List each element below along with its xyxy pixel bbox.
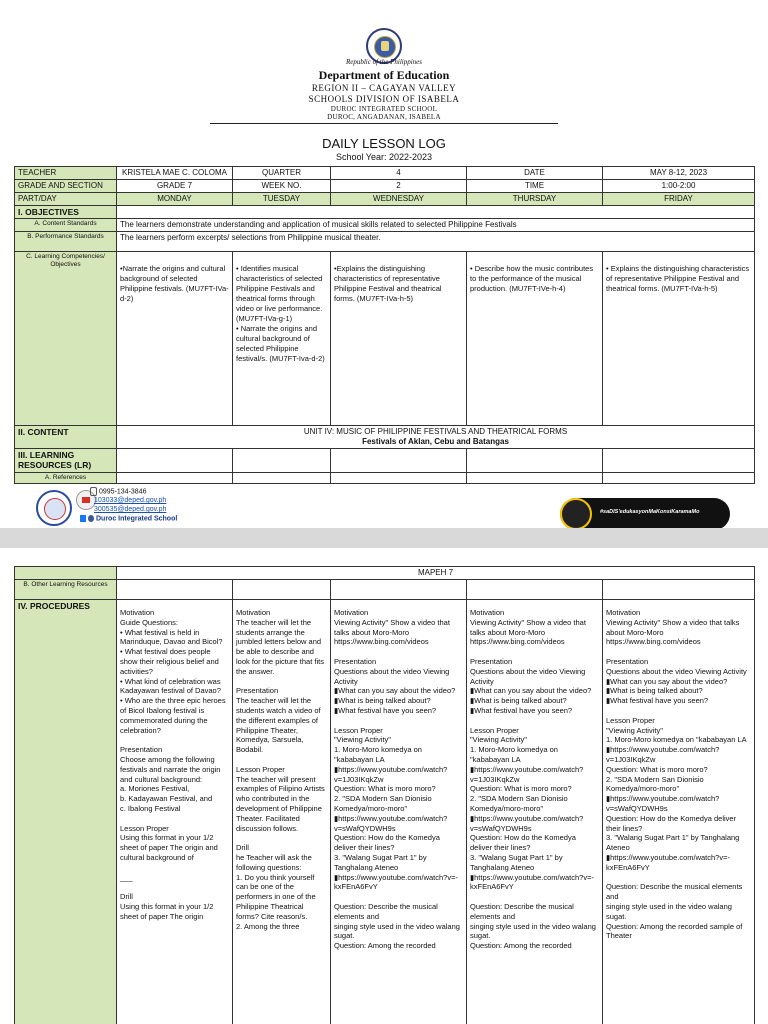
unit-title: UNIT IV: MUSIC OF PHILIPPINE FESTIVALS AND THEATRICAL FORMS [303, 427, 568, 436]
email-line [82, 497, 166, 504]
olr-wed [331, 580, 467, 600]
procedure-thursday: Motivation Viewing Activity" Show a video that talks about Moro-Moro https://www.bing.com/videos Presentation Questions about the video Viewing Activity ▮What can you say about the video? ▮What is being talked about? ▮What festival have you seen? Lesson Proper "Viewing Activity" 1. Moro-Moro komedya on "kababayan LA ▮https://www.youtube.com/watch?v=1J03IKqkZw Question: What is moro moro? 2. "SDA Modern San Dionisio Komedya/moro-moro" ▮https://www.youtube.com/watch?v=sWafQYDWH9s Question: How do the Komedya deliver their lines? 3. "Walang Sugat Part 1" by Tanghalang Ateneo ▮https://www.youtube.com/watch?v=-kxFEnA6FvY Question: Describe the musical elements and singing style used in the video walang sugat. Question: Among the recorded [467, 600, 603, 1024]
competencies-label: C. Learning Competencies/ Objectives [15, 252, 117, 426]
content-standards: The learners demonstrate understanding and application of musical skills related to selected Philippine Festivals [117, 219, 755, 232]
objectives-label: I. OBJECTIVES [15, 206, 117, 219]
procedures-table [14, 566, 755, 1024]
learning-resources-label: III. LEARNING RESOURCES (LR) [15, 449, 117, 473]
facebook-page: Duroc Integrated School [96, 515, 178, 523]
email-1[interactable]: 103033@deped.gov.ph [93, 497, 167, 504]
olr-thu [467, 580, 603, 600]
competency-tuesday: • Identifies musical characteristics of selected Philippine Festivals and theatrical forms through video or live performance. (MU7FT-IVa-g-1) • Narrate the origins and cultural background of selected Philippine festival/s. (MU7FT-Iva-d-2) [233, 252, 331, 426]
school-line: DUROC INTEGRATED SCHOOL [330, 105, 438, 113]
procedure-monday: Motivation Guide Questions: • What festival is held in Marinduque, Davao and Bicol? • What festival does people show their religious belief and activities? • What kind of celebration was Kadayawan festival of Davao? • Who are the three epic heroes of Bicol Ibalong festival is commemorated during the celebration? Presentation Choose among the following festivals and narrate the origin and cultural background: a. Moriones Festival, b. Kadayawan Festival, and c. Ibalong Festival Lesson Proper Using this format in your 1/2 sheet of paper The origin and cultural background of ___ Drill Using this format in your 1/2 sheet of paper The origin [117, 600, 233, 1024]
subject-label-blank [15, 567, 117, 580]
phone-number: 0995-134-3846 [99, 488, 147, 496]
day-wednesday: WEDNESDAY [331, 193, 467, 206]
facebook-line [80, 515, 177, 522]
facebook-icon [80, 515, 86, 522]
subject-title: MAPEH 7 [117, 567, 755, 580]
week-label: WEEK NO. [233, 180, 331, 193]
messenger-icon [88, 515, 94, 522]
festivals-subtitle: Festivals of Aklan, Cebu and Batangas [362, 437, 509, 446]
performance-standards: The learners perform excerpts/ selections from Philippine musical theater. [117, 232, 755, 252]
region-line: REGION II – CAGAYAN VALLEY [311, 83, 457, 93]
day-monday: MONDAY [117, 193, 233, 206]
quarter-label: QUARTER [233, 167, 331, 180]
competency-friday: • Explains the distinguishing characteristics of representative Philippine Festival and theatrical forms. (MU7FT-IVa-h-5) [603, 252, 755, 426]
grade-value: GRADE 7 [117, 180, 233, 193]
procedure-tuesday: Motivation The teacher will let the students arrange the jumbled letters below and be able to describe and look for the picture that fits the answer. Presentation The teacher will let the students watch a video of the different examples of Philippine Theater, Komedya, Sarsuela, Bodabil. Lesson Proper The teacher will present examples of Filipino Artists who contributed in the development of Philippine Theater. Facilitated discussion follows. Drill he Teacher will ask the following questions: 1. Do you think yourself can be one of the performers in one of the Philippine Theatrical forms? Cite reason/s. 2. Among the three [233, 600, 331, 1024]
time-label: TIME [467, 180, 603, 193]
lr-wed [331, 449, 467, 473]
lr-mon [117, 449, 233, 473]
competency-wednesday: •Explains the distinguishing characteristics of representative Philippine Festival and theatrical forms. (MU7FT-IVa-h-5) [331, 252, 467, 426]
lr-thu [467, 449, 603, 473]
references-label: A. References [15, 473, 117, 484]
email-2[interactable]: 300535@deped.gov.ph [94, 506, 167, 513]
partday-label: PART/DAY [15, 193, 117, 206]
week-value: 2 [331, 180, 467, 193]
olr-fri [603, 580, 755, 600]
school-year: School Year: 2022-2023 [335, 152, 433, 162]
page-2 [0, 548, 768, 1024]
ref-wed [331, 473, 467, 484]
objectives-blank [117, 206, 755, 219]
day-thursday: THURSDAY [467, 193, 603, 206]
document-title: DAILY LESSON LOG [322, 136, 446, 151]
procedure-wednesday: Motivation Viewing Activity" Show a video that talks about Moro-Moro https://www.bing.com/videos Presentation Questions about the video Viewing Activity ▮What can you say about the video? ▮What is being talked about? ▮What festival have you seen? Lesson Proper "Viewing Activity" 1. Moro-Moro komedya on "kababayan LA ▮https://www.youtube.com/watch?v=1J03IKqkZw Question: What is moro moro? 2. "SDA Modern San Dionisio Komedya/moro-moro" ▮https://www.youtube.com/watch?v=sWafQYDWH9s Question: How do the Komedya deliver their lines? 3. "Walang Sugat Part 1" by Tanghalang Ateneo ▮https://www.youtube.com/watch?v=-kxFEnA6FvY Question: Describe the musical elements and singing style used in the video walang sugat. Question: Among the recorded [331, 600, 467, 1024]
grade-label: GRADE AND SECTION [15, 180, 117, 193]
teacher-label: TEACHER [15, 167, 117, 180]
phone-line [90, 487, 147, 496]
teacher-value: KRISTELA MAE C. COLOMA [117, 167, 233, 180]
date-value: MAY 8-12, 2023 [603, 167, 755, 180]
day-friday: FRIDAY [603, 193, 755, 206]
content-standards-label: A. Content Standards [15, 219, 117, 232]
hashtag-banner [560, 498, 730, 528]
school-logo-icon [36, 490, 72, 526]
competency-monday: •Narrate the origins and cultural background of selected Philippine festivals. (MU7FT-IVa-d-2) [117, 252, 233, 426]
hashtag-text: #saDIS'edukasyonMaKonsiKaramaMo [600, 509, 700, 515]
lesson-log-table [14, 166, 755, 484]
day-tuesday: TUESDAY [233, 193, 331, 206]
olr-mon [117, 580, 233, 600]
competency-thursday: • Describe how the music contributes to the performance of the musical production. (MU7FT-IVe-h-4) [467, 252, 603, 426]
content-cell [117, 426, 755, 449]
ref-mon [117, 473, 233, 484]
date-label: DATE [467, 167, 603, 180]
phone-icon [90, 487, 97, 496]
division-line: SCHOOLS DIVISION OF ISABELA [308, 94, 460, 104]
content-label: II. CONTENT [15, 426, 117, 449]
ref-tue [233, 473, 331, 484]
quarter-value: 4 [331, 167, 467, 180]
performance-standards-label: B. Performance Standards [15, 232, 117, 252]
header-divider [210, 123, 558, 124]
badge-icon [560, 498, 592, 528]
time-value: 1:00-2:00 [603, 180, 755, 193]
email-line-2 [94, 506, 166, 513]
other-resources-label: B. Other Learning Resources [15, 580, 117, 600]
olr-tue [233, 580, 331, 600]
ref-fri [603, 473, 755, 484]
department-name: Department of Education [318, 68, 450, 82]
ref-thu [467, 473, 603, 484]
gmail-icon [82, 497, 90, 503]
address-line: DUROC, ANGADANAN, ISABELA [327, 113, 441, 121]
procedure-friday: Motivation Viewing Activity" Show a video that talks about Moro-Moro https://www.bing.com/videos Presentation Questions about the video Viewing Activity ▮What can you say about the video? ▮What is being talked about? ▮What festival have you seen? Lesson Proper "Viewing Activity" 1. Moro-Moro komedya on "kababayan LA ▮https://www.youtube.com/watch?v=1J03IKqkZw Question: What is moro moro? 2. "SDA Modern San Dionisio Komedya/moro-moro" ▮https://www.youtube.com/watch?v=sWafQYDWH9s Question: How do the Komedya deliver their lines? 3. "Walang Sugat Part 1" by Tanghalang Ateneo ▮https://www.youtube.com/watch?v=-kxFEnA6FvY Question: Describe the musical elements and singing style used in the video walang sugat. Question: Among the recorded sample of Theater [603, 600, 755, 1024]
lr-fri [603, 449, 755, 473]
procedures-label: IV. PROCEDURES [15, 600, 117, 1024]
republic-line: Republic of the Philippines [345, 58, 422, 66]
lr-tue [233, 449, 331, 473]
